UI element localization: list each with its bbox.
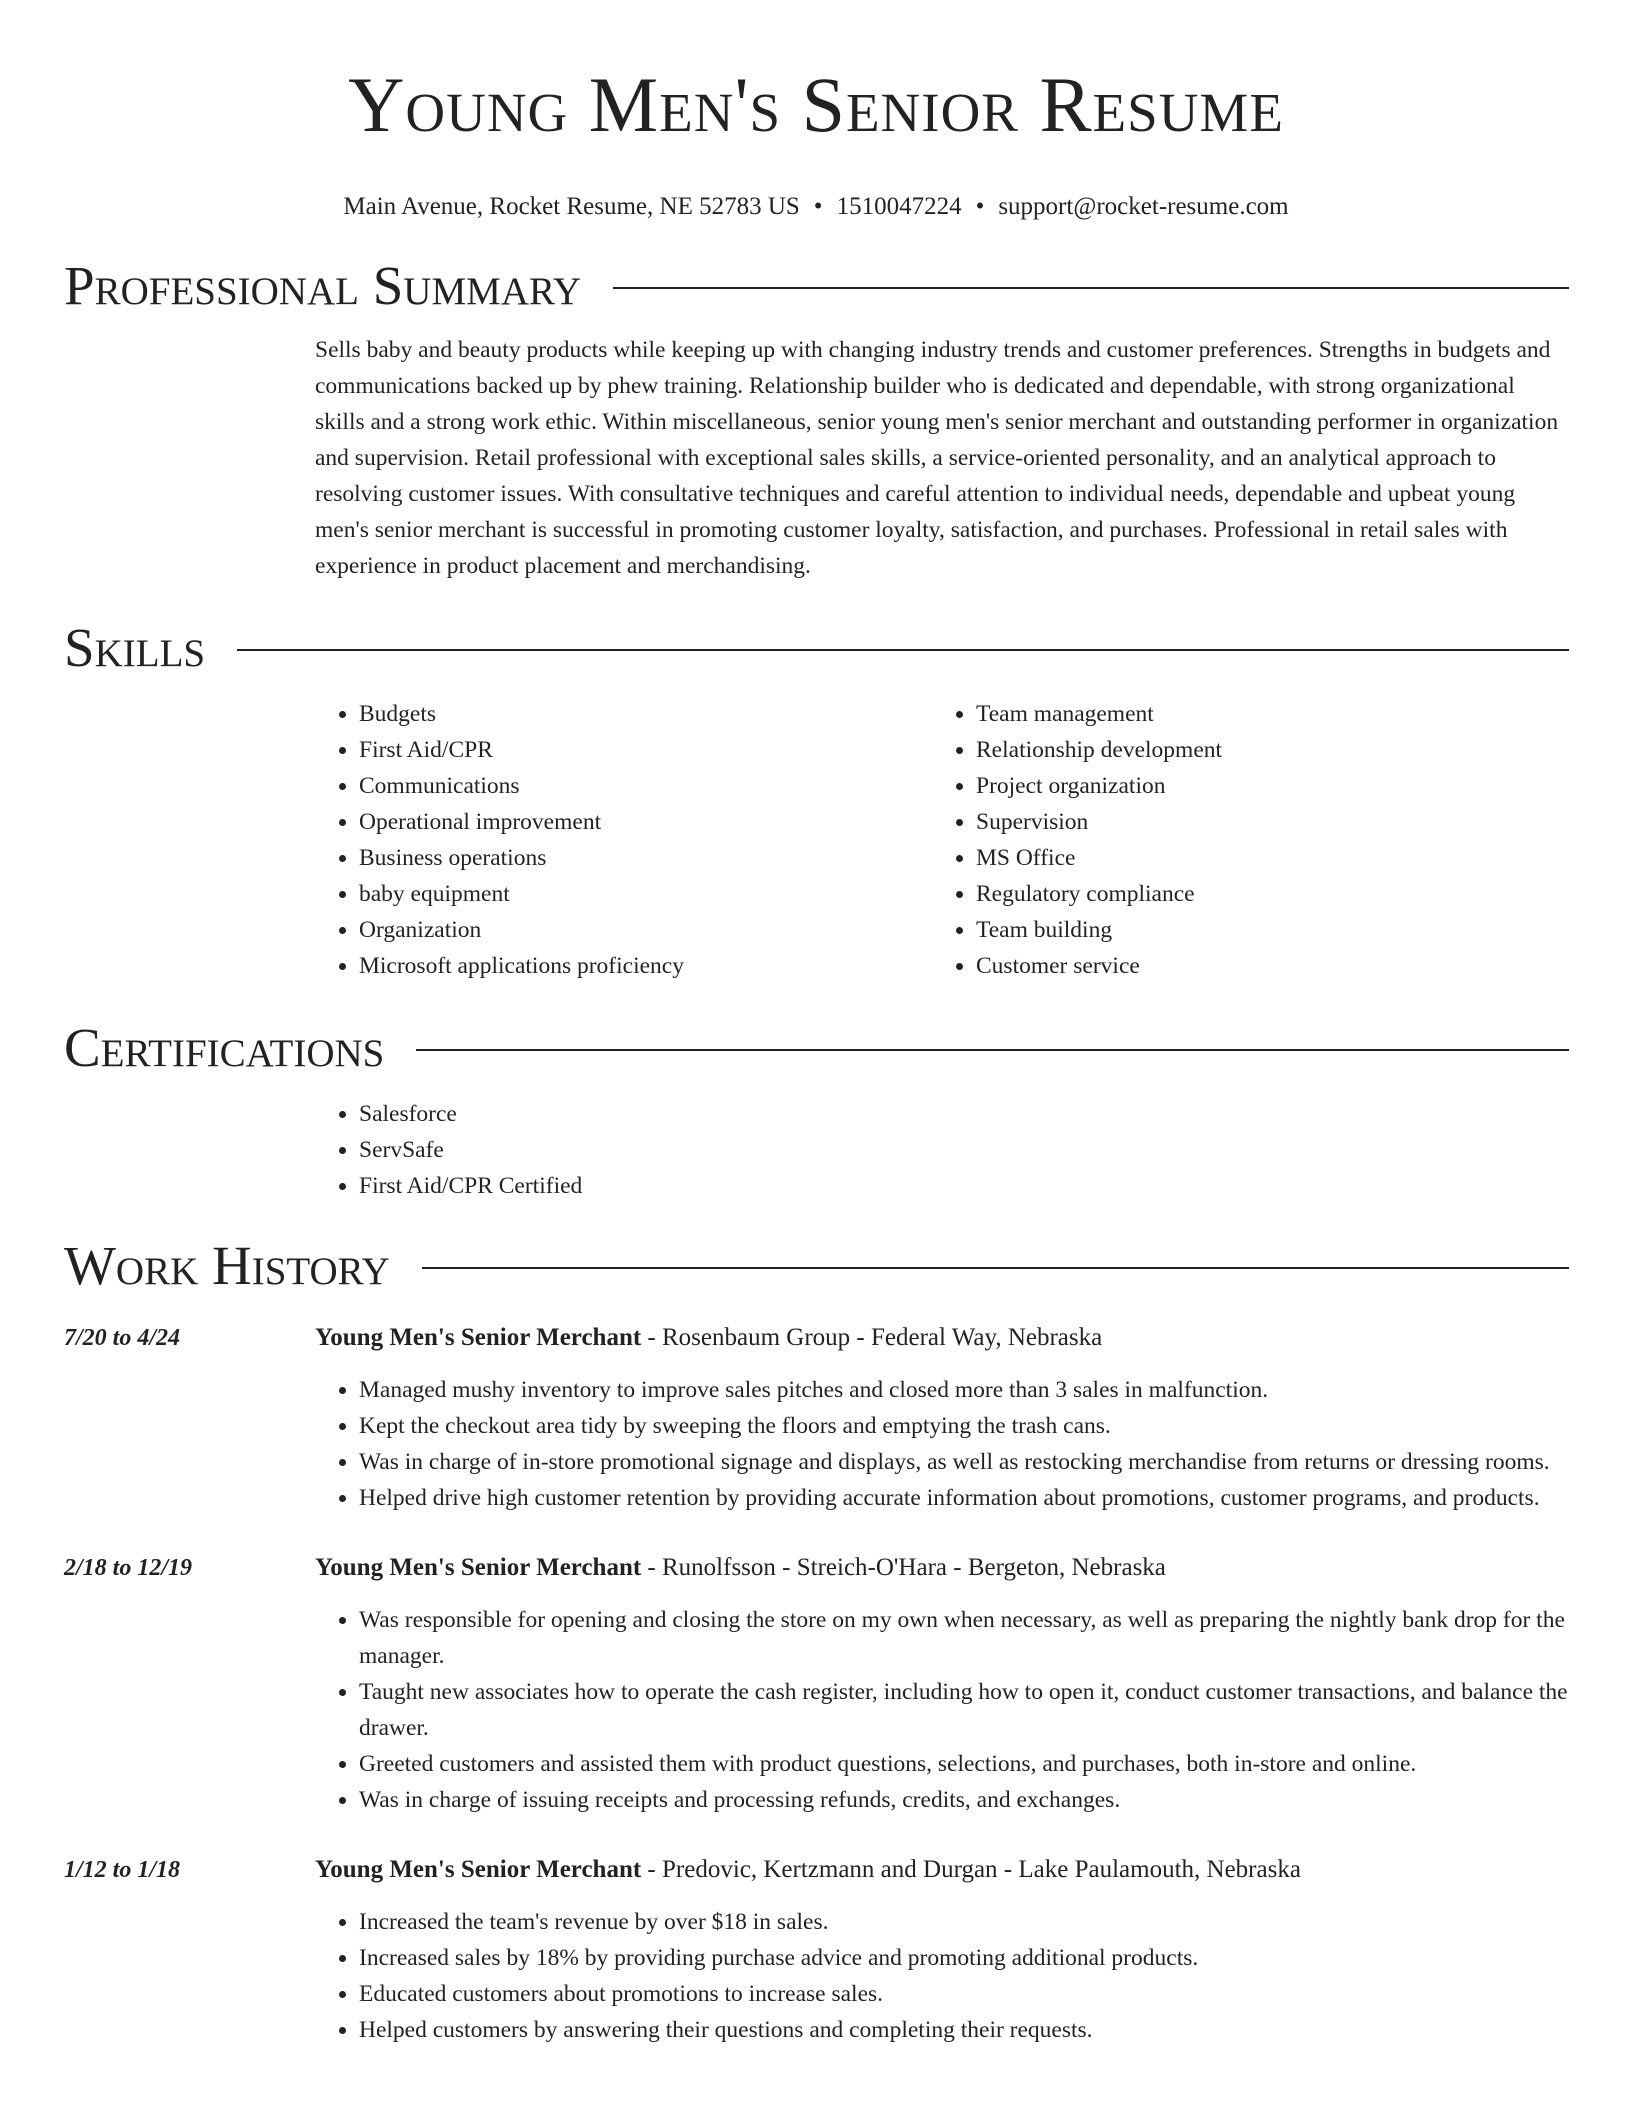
skill-item: • Team management bbox=[976, 696, 1549, 732]
job-title: Young Men's Senior Merchant bbox=[315, 1554, 642, 1581]
skill-item: • Supervision bbox=[976, 804, 1549, 840]
certifications-list bbox=[315, 1096, 1569, 1204]
certification-item: • ServSafe bbox=[359, 1132, 1569, 1168]
skill-item: • Organization bbox=[359, 912, 932, 948]
contact-line bbox=[0, 192, 1632, 222]
job-bullets bbox=[315, 1904, 1569, 2048]
job-title: Young Men's Senior Merchant bbox=[315, 1324, 642, 1351]
certifications-title: Certifications bbox=[64, 1017, 385, 1078]
certification-item: • First Aid/CPR Certified bbox=[359, 1168, 1569, 1204]
summary-section bbox=[64, 254, 1569, 584]
skill-item: • Project organization bbox=[976, 768, 1549, 804]
job-bullets bbox=[315, 1602, 1569, 1818]
skill-item: • baby equipment bbox=[359, 876, 932, 912]
skill-item: • Business operations bbox=[359, 840, 932, 876]
job-bullet: • Was responsible for opening and closing the store on my own when necessary, as well as preparing the nightly bank drop for the manager. bbox=[359, 1602, 1569, 1674]
work-history-title: Work History bbox=[64, 1235, 390, 1296]
section-heading bbox=[64, 254, 1569, 318]
job-bullets bbox=[315, 1372, 1569, 1516]
job-company: - Rosenbaum Group - Federal Way, Nebraska bbox=[641, 1324, 1103, 1351]
skill-item: • Regulatory compliance bbox=[976, 876, 1549, 912]
job-body bbox=[315, 1320, 1569, 1516]
skill-item: • Microsoft applications proficiency bbox=[359, 948, 932, 984]
job-body bbox=[315, 1852, 1569, 2048]
skill-item: • Operational improvement bbox=[359, 804, 932, 840]
job-heading bbox=[315, 1320, 1569, 1356]
job-bullet: • Helped drive high customer retention by providing accurate information about promotions, customer programs, and products. bbox=[359, 1480, 1569, 1516]
skill-item: • MS Office bbox=[976, 840, 1549, 876]
job-bullet: • Was in charge of issuing receipts and processing refunds, credits, and exchanges. bbox=[359, 1782, 1569, 1818]
summary-text: Sells baby and beauty products while keeping up with changing industry trends and customer preferences. Strengths in budgets and communications backed up by phew training. Relationship builder who is dedicated and dependable, with strong organizational skills and a strong work ethic. Within miscellaneous, senior young men's senior merchant and outstanding performer in organization and supervision. Retail professional with exceptional sales skills, a service-oriented personality, and an analytical approach to resolving customer issues. With consultative techniques and careful attention to individual needs, dependable and upbeat young men's senior merchant is successful in promoting customer loyalty, satisfaction, and purchases. Professional in retail sales with experience in product placement and merchandising. bbox=[315, 337, 1559, 579]
job-bullet: • Taught new associates how to operate the cash register, including how to open it, conduct customer transactions, and balance the drawer. bbox=[359, 1674, 1569, 1746]
skill-item: • Customer service bbox=[976, 948, 1549, 984]
job-body bbox=[315, 1550, 1569, 1818]
certifications-section bbox=[64, 1016, 1569, 1204]
job-bullet: • Helped customers by answering their questions and completing their requests. bbox=[359, 2012, 1569, 2048]
summary-title: Professional Summary bbox=[64, 255, 582, 316]
job-company: - Runolfsson - Streich-O'Hara - Bergeton, Nebraska bbox=[641, 1554, 1166, 1581]
job-dates: 1/12 to 1/18 bbox=[64, 1857, 181, 1883]
contact-separator: • bbox=[975, 193, 985, 220]
section-divider bbox=[613, 287, 1569, 289]
skill-item: • Team building bbox=[976, 912, 1549, 948]
job-bullet: • Increased sales by 18% by providing purchase advice and promoting additional products. bbox=[359, 1940, 1569, 1976]
job-bullet: • Managed mushy inventory to improve sales pitches and closed more than 3 sales in malfunction. bbox=[359, 1372, 1569, 1408]
skill-item: • Budgets bbox=[359, 696, 932, 732]
resume-title: Young Men's Senior Resume bbox=[348, 61, 1284, 148]
job-dates: 2/18 to 12/19 bbox=[64, 1555, 193, 1581]
job-bullet: • Was in charge of in-store promotional signage and displays, as well as restocking merchandise from returns or dressing rooms. bbox=[359, 1444, 1569, 1480]
job-bullet: • Greeted customers and assisted them with product questions, selections, and purchases, both in-store and online. bbox=[359, 1746, 1569, 1782]
skills-section bbox=[64, 616, 1569, 984]
work-history-section bbox=[64, 1234, 1569, 2048]
job-dates: 7/20 to 4/24 bbox=[64, 1325, 181, 1351]
contact-phone: 1510047224 bbox=[836, 193, 962, 220]
skills-column-right bbox=[932, 696, 1549, 984]
section-divider bbox=[237, 649, 1569, 651]
job-company: - Predovic, Kertzmann and Durgan - Lake Paulamouth, Nebraska bbox=[641, 1856, 1301, 1883]
skill-item: • Communications bbox=[359, 768, 932, 804]
contact-email: support@rocket-resume.com bbox=[998, 193, 1289, 220]
section-heading bbox=[64, 1016, 1569, 1080]
certification-item: • Salesforce bbox=[359, 1096, 1569, 1132]
job-entry bbox=[64, 1320, 1569, 1516]
skill-item: • First Aid/CPR bbox=[359, 732, 932, 768]
job-heading bbox=[315, 1852, 1569, 1888]
section-divider bbox=[416, 1049, 1569, 1051]
section-heading bbox=[64, 616, 1569, 680]
contact-separator: • bbox=[813, 193, 823, 220]
skills-column-left bbox=[315, 696, 932, 984]
job-entry bbox=[64, 1550, 1569, 1818]
section-heading bbox=[64, 1234, 1569, 1298]
job-heading bbox=[315, 1550, 1569, 1586]
job-entry bbox=[64, 1852, 1569, 2048]
job-bullet: • Educated customers about promotions to increase sales. bbox=[359, 1976, 1569, 2012]
contact-address: Main Avenue, Rocket Resume, NE 52783 US bbox=[343, 193, 800, 220]
skills-grid bbox=[315, 696, 1569, 984]
job-bullet: • Kept the checkout area tidy by sweeping the floors and emptying the trash cans. bbox=[359, 1408, 1569, 1444]
skill-item: • Relationship development bbox=[976, 732, 1549, 768]
resume-header bbox=[0, 0, 1632, 222]
job-title: Young Men's Senior Merchant bbox=[315, 1856, 642, 1883]
section-divider bbox=[422, 1267, 1569, 1269]
skills-title: Skills bbox=[64, 617, 206, 678]
job-bullet: • Increased the team's revenue by over $18 in sales. bbox=[359, 1904, 1569, 1940]
